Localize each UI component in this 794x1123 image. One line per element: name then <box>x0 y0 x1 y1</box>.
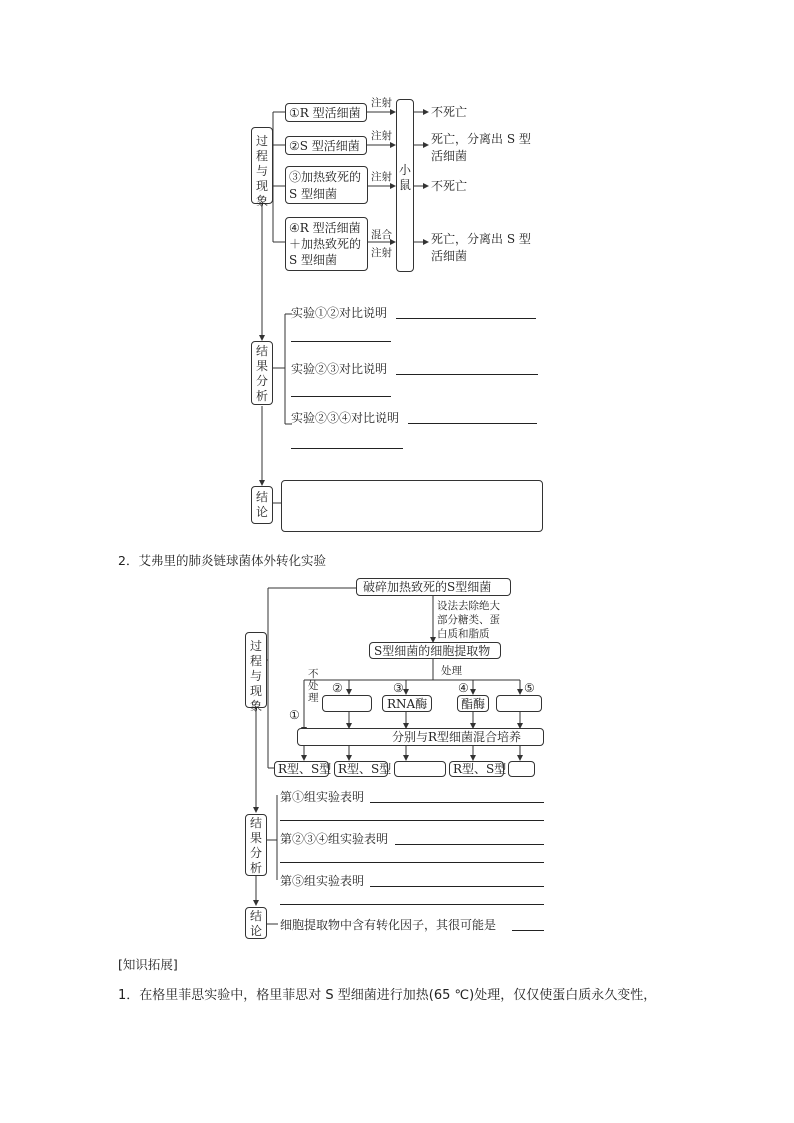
fig2-top-box-label: 破碎加热致死的S型细菌 <box>363 580 492 594</box>
fig1-result-4-line1: 死亡，分离出 S 型 <box>431 232 531 246</box>
fig2-process-label-box <box>245 632 267 713</box>
fig1-analysis-3: 实验②③④对比说明 <box>291 411 400 425</box>
fig2-treat-label: 处理 <box>441 665 462 677</box>
fig1-exp1-box <box>285 103 367 122</box>
fig2-conclusion-text: 细胞提取物中含有转化因子，其很可能是 <box>280 918 497 932</box>
fig1-inject-3: 注射 <box>371 171 392 183</box>
fig2-enzyme-3-label: RNA酶 <box>387 697 428 711</box>
fig1-exp2-box <box>285 136 367 155</box>
fig2-outcome-1 <box>274 761 332 777</box>
fig2-group-2: ② <box>332 681 343 695</box>
fig2-analysis-1-blank-b <box>280 820 544 821</box>
fig1-exp4-label-1: ④R 型活细菌 <box>289 221 361 235</box>
fig2-enzyme-box-5 <box>496 695 542 712</box>
fig2-enzyme-4-label: 酯酶 <box>461 697 486 711</box>
fig1-result-1: 不死亡 <box>431 105 468 119</box>
fig1-mouse-label: 小鼠 <box>398 163 411 192</box>
fig2-top-box <box>356 578 511 596</box>
fig2-outcome-5 <box>508 761 535 777</box>
fig2-analysis-label-box <box>245 814 267 876</box>
fig2-method-2: 部分糖类、蛋 <box>437 614 500 626</box>
fig2-conclusion-label: 结论 <box>249 909 262 938</box>
fig2-mix-box <box>297 728 544 746</box>
fig2-group-4: ④ <box>458 681 469 695</box>
fig1-exp4-label-3: S 型细菌 <box>289 253 338 267</box>
fig2-outcome-2-label: R型、S型 <box>338 762 392 776</box>
fig1-exp4-box <box>285 217 368 271</box>
fig2-group-1: ① <box>289 708 300 722</box>
fig1-analysis-2: 实验②③对比说明 <box>291 362 388 376</box>
fig2-process-label: 过程与现象 <box>249 639 262 713</box>
fig2-outcome-2 <box>334 761 392 777</box>
fig1-exp3-label-1: ③加热致死的 <box>289 170 362 184</box>
fig2-analysis-1-blank-a <box>370 802 544 803</box>
knowledge-title: [知识拓展] <box>118 957 178 972</box>
fig1-conclusion-label: 结论 <box>255 490 268 519</box>
fig1-conclusion-box <box>281 480 543 532</box>
fig2-analysis-2: 第②③④组实验表明 <box>280 832 389 846</box>
fig1-analysis-3-blank-a <box>408 423 537 424</box>
fig2-outcome-4-label: R型、S型 <box>453 762 507 776</box>
fig1-result-2-line1: 死亡，分离出 S 型 <box>431 132 531 146</box>
fig2-mix-label: 分别与R型细菌混合培养 <box>392 730 522 744</box>
fig1-mouse-box <box>396 99 414 272</box>
fig2-group-5: ⑤ <box>524 681 535 695</box>
fig2-method-3: 白质和脂质 <box>437 628 490 640</box>
fig1-inject-2: 注射 <box>371 130 392 142</box>
fig2-analysis-label: 结果分析 <box>249 816 262 875</box>
fig1-analysis-3-blank-b <box>291 448 403 449</box>
fig1-analysis-2-blank-b <box>291 396 391 397</box>
fig1-mix: 混合 <box>371 229 392 241</box>
fig2-analysis-1: 第①组实验表明 <box>280 790 365 804</box>
fig1-conclusion-label-box <box>251 486 273 524</box>
fig2-analysis-3-blank-b <box>280 904 544 905</box>
fig2-enzyme-box-2 <box>322 695 372 712</box>
fig2-outcome-4 <box>449 761 507 777</box>
fig1-analysis-1-blank-b <box>291 341 391 342</box>
fig1-result-2-line2: 活细菌 <box>431 149 468 163</box>
fig1-exp2-label: ②S 型活细菌 <box>289 139 360 153</box>
fig2-extract-label: S型细菌的细胞提取物 <box>374 644 491 658</box>
fig1-process-label: 过程与现象 <box>255 134 268 208</box>
fig2-analysis-2-blank-a <box>395 844 544 845</box>
fig1-result-4-line2: 活细菌 <box>431 249 468 263</box>
fig2-conclusion-blank <box>512 930 544 931</box>
fig1-analysis-label-box <box>251 341 273 405</box>
fig1-result-3: 不死亡 <box>431 179 468 193</box>
fig2-extract-box <box>369 642 501 659</box>
section2-title: 2．艾弗里的肺炎链球菌体外转化实验 <box>118 553 326 568</box>
fig2-method-1: 设法去除绝大 <box>437 600 500 612</box>
fig1-analysis-label: 结果分析 <box>255 344 268 403</box>
fig1-analysis-1: 实验①②对比说明 <box>291 306 388 320</box>
fig1-analysis-2-blank-a <box>396 374 538 375</box>
fig2-group-3: ③ <box>393 681 404 695</box>
fig1-exp4-label-2: ＋加热致死的 <box>289 237 362 251</box>
fig2-analysis-3-blank-a <box>370 886 544 887</box>
fig1-inject-1: 注射 <box>371 97 392 109</box>
fig2-analysis-2-blank-b <box>280 862 544 863</box>
fig2-outcome-1-label: R型、S型 <box>278 762 332 776</box>
knowledge-item-1: 1．在格里菲思实验中，格里菲思对 S 型细菌进行加热(65 ℃)处理，仅仅使蛋白质永久变性， <box>118 988 657 1003</box>
fig2-enzyme-box-4 <box>457 695 489 712</box>
fig2-analysis-3: 第⑤组实验表明 <box>280 874 365 888</box>
fig2-no-treat-label: 不处理 <box>308 668 319 704</box>
fig1-inject-4: 注射 <box>371 247 392 259</box>
fig1-exp1-label: ①R 型活细菌 <box>289 106 361 120</box>
fig2-enzyme-box-3 <box>382 695 432 712</box>
fig1-exp3-label-2: S 型细菌 <box>289 187 338 201</box>
fig1-process-label-box <box>251 127 273 208</box>
fig2-outcome-3 <box>394 761 446 777</box>
fig2-conclusion-label-box <box>245 907 267 939</box>
fig1-analysis-1-blank-a <box>396 318 536 319</box>
fig1-exp3-box <box>285 166 368 204</box>
